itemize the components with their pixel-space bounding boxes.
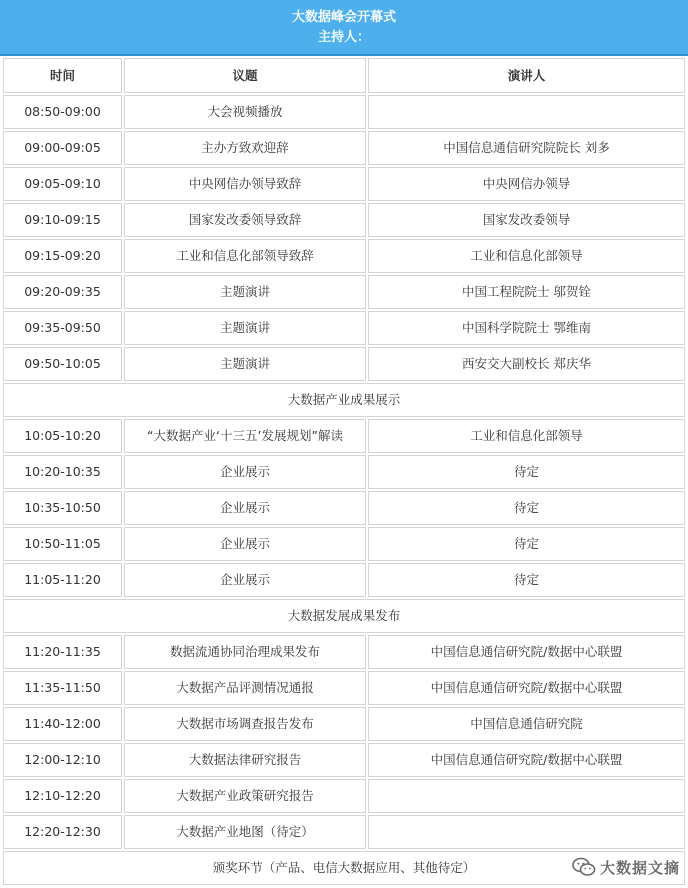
speaker-cell: 中国科学院院士 鄂维南	[368, 311, 685, 345]
table-row	[3, 779, 685, 813]
speaker-cell: 工业和信息化部领导	[368, 239, 685, 273]
speaker-cell	[368, 815, 685, 849]
table-row	[3, 167, 685, 201]
time-cell: 12:10-12:20	[3, 779, 122, 813]
table-row	[3, 131, 685, 165]
topic-cell: 大数据法律研究报告	[124, 743, 366, 777]
speaker-cell: 西安交大副校长 郑庆华	[368, 347, 685, 381]
table-row	[3, 239, 685, 273]
table-row	[3, 563, 685, 597]
column-header-time: 时间	[3, 58, 122, 93]
time-cell: 09:10-09:15	[3, 203, 122, 237]
table-row	[3, 275, 685, 309]
time-cell: 09:50-10:05	[3, 347, 122, 381]
watermark-text: 大数据文摘	[599, 858, 680, 877]
table-row	[3, 419, 685, 453]
speaker-cell: 中央网信办领导	[368, 167, 685, 201]
speaker-cell	[368, 95, 685, 129]
speaker-cell: 国家发改委领导	[368, 203, 685, 237]
topic-cell: 工业和信息化部领导致辞	[124, 239, 366, 273]
host-label: 主持人：	[317, 30, 370, 45]
time-cell: 09:15-09:20	[3, 239, 122, 273]
speaker-cell: 中国信息通信研究院/数据中心联盟	[368, 635, 685, 669]
section-title: 颁奖环节（产品、电信大数据应用、其他待定）	[3, 851, 685, 885]
table-row	[3, 743, 685, 777]
topic-cell: 主题演讲	[124, 347, 366, 381]
time-cell: 11:20-11:35	[3, 635, 122, 669]
table-row	[3, 203, 685, 237]
table-row	[3, 815, 685, 849]
wechat-icon	[572, 857, 596, 877]
speaker-cell: 待定	[368, 455, 685, 489]
time-cell: 10:20-10:35	[3, 455, 122, 489]
agenda-banner	[0, 0, 688, 56]
time-cell: 09:35-09:50	[3, 311, 122, 345]
agenda-table-body	[3, 58, 685, 885]
time-cell: 10:05-10:20	[3, 419, 122, 453]
topic-cell: 企业展示	[124, 527, 366, 561]
section-title: 大数据产业成果展示	[3, 383, 685, 417]
speaker-cell	[368, 779, 685, 813]
column-header-speaker: 演讲人	[368, 58, 685, 93]
section-row	[3, 599, 685, 633]
topic-cell: 大数据产业地图（待定）	[124, 815, 366, 849]
speaker-cell: 中国信息通信研究院/数据中心联盟	[368, 671, 685, 705]
time-cell: 11:35-11:50	[3, 671, 122, 705]
topic-cell: 主题演讲	[124, 275, 366, 309]
time-cell: 08:50-09:00	[3, 95, 122, 129]
table-row	[3, 311, 685, 345]
topic-cell: 数据流通协同治理成果发布	[124, 635, 366, 669]
speaker-cell: 待定	[368, 563, 685, 597]
topic-cell: 主办方致欢迎辞	[124, 131, 366, 165]
speaker-cell: 中国信息通信研究院/数据中心联盟	[368, 743, 685, 777]
time-cell: 11:40-12:00	[3, 707, 122, 741]
topic-cell: 大会视频播放	[124, 95, 366, 129]
topic-cell: 企业展示	[124, 491, 366, 525]
time-cell: 09:20-09:35	[3, 275, 122, 309]
table-row	[3, 347, 685, 381]
time-cell: 09:00-09:05	[3, 131, 122, 165]
speaker-cell: 中国工程院院士 邬贺铨	[368, 275, 685, 309]
table-row	[3, 455, 685, 489]
column-header-topic: 议题	[124, 58, 366, 93]
table-row	[3, 95, 685, 129]
page-title: 大数据峰会开幕式	[291, 10, 396, 25]
time-cell: 12:20-12:30	[3, 815, 122, 849]
agenda-table	[1, 56, 687, 887]
time-cell: 11:05-11:20	[3, 563, 122, 597]
table-row	[3, 527, 685, 561]
topic-cell: 大数据产品评测情况通报	[124, 671, 366, 705]
table-row	[3, 491, 685, 525]
table-row	[3, 635, 685, 669]
speaker-cell: 工业和信息化部领导	[368, 419, 685, 453]
table-row	[3, 707, 685, 741]
topic-cell: 大数据市场调查报告发布	[124, 707, 366, 741]
time-cell: 12:00-12:10	[3, 743, 122, 777]
table-header-row	[3, 58, 685, 93]
speaker-cell: 待定	[368, 491, 685, 525]
time-cell: 09:05-09:10	[3, 167, 122, 201]
topic-cell: 国家发改委领导致辞	[124, 203, 366, 237]
topic-cell: 大数据产业政策研究报告	[124, 779, 366, 813]
topic-cell: “大数据产业‘十三五’发展规划”解读	[124, 419, 366, 453]
time-cell: 10:50-11:05	[3, 527, 122, 561]
watermark	[572, 856, 680, 878]
section-row	[3, 383, 685, 417]
topic-cell: 企业展示	[124, 455, 366, 489]
section-title: 大数据发展成果发布	[3, 599, 685, 633]
time-cell: 10:35-10:50	[3, 491, 122, 525]
table-row	[3, 671, 685, 705]
topic-cell: 企业展示	[124, 563, 366, 597]
topic-cell: 中央网信办领导致辞	[124, 167, 366, 201]
speaker-cell: 待定	[368, 527, 685, 561]
topic-cell: 主题演讲	[124, 311, 366, 345]
speaker-cell: 中国信息通信研究院院长 刘多	[368, 131, 685, 165]
speaker-cell: 中国信息通信研究院	[368, 707, 685, 741]
